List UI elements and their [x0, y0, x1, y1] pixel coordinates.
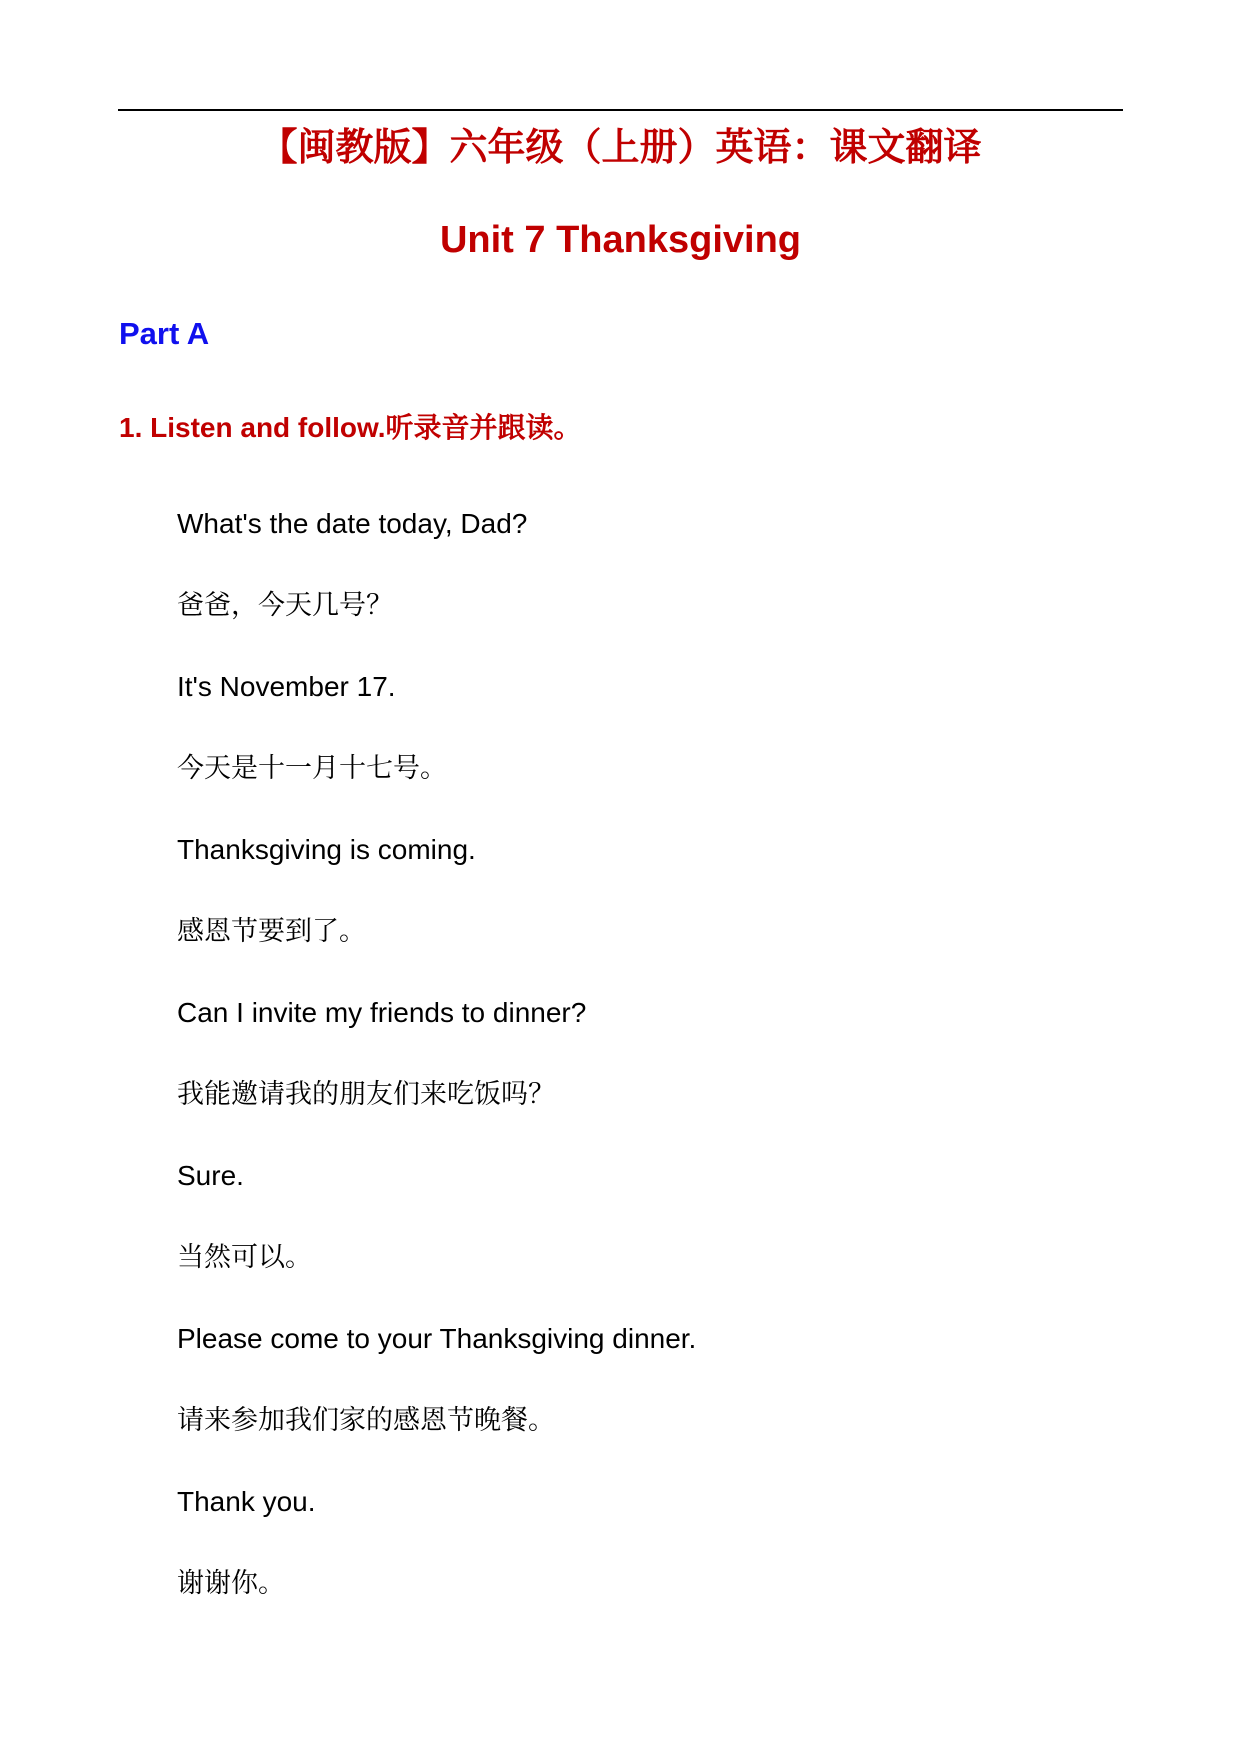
dialogue-line-english: What's the date today, Dad?: [177, 508, 528, 539]
dialogue-line-chinese: 谢谢你。: [177, 1567, 285, 1599]
dialogue-line-english: Thank you.: [177, 1486, 316, 1517]
part-heading: Part A: [119, 316, 210, 351]
dialogue-line-chinese: 爸爸，今天几号？: [177, 589, 393, 621]
document-title: 【闽教版】六年级（上册）英语：课文翻译: [259, 127, 982, 169]
dialogue-line-chinese: 今天是十一月十七号。: [177, 752, 447, 784]
header-rule: [118, 109, 1123, 111]
dialogue-line-english: It's November 17.: [177, 671, 396, 702]
dialogue-line-chinese: 感恩节要到了。: [177, 915, 366, 947]
section-heading: 1. Listen and follow.听录音并跟读。: [119, 412, 582, 443]
dialogue-lines: [177, 504, 1117, 1645]
dialogue-line-english: Thanksgiving is coming.: [177, 834, 476, 865]
dialogue-line-chinese: 当然可以。: [177, 1241, 312, 1273]
dialogue-line-chinese: 请来参加我们家的感恩节晚餐。: [177, 1404, 555, 1436]
dialogue-line-english: Please come to your Thanksgiving dinner.: [177, 1323, 697, 1354]
dialogue-line-english: Can I invite my friends to dinner?: [177, 997, 587, 1028]
dialogue-line-english: Sure.: [177, 1160, 244, 1191]
unit-title: Unit 7 Thanksgiving: [439, 219, 802, 261]
dialogue-line-chinese: 我能邀请我的朋友们来吃饭吗？: [177, 1078, 555, 1110]
